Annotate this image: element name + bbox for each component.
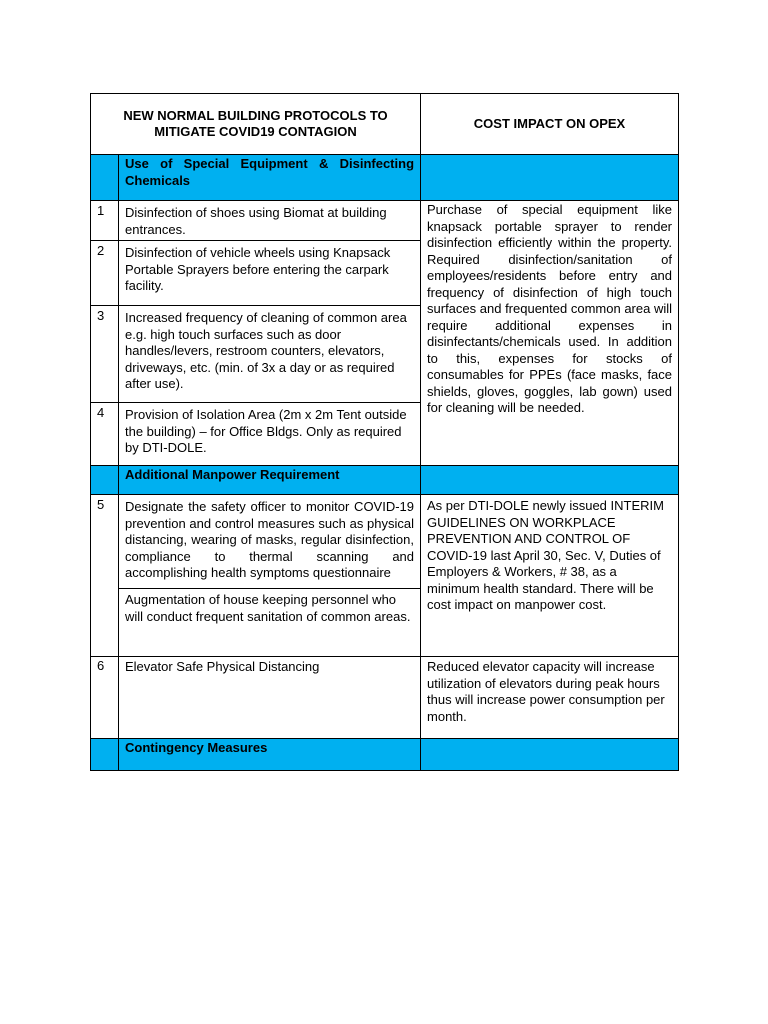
section-cost-cell [421, 466, 679, 495]
protocols-table [90, 93, 679, 771]
row-sub-description: Augmentation of house keeping personnel who will conduct frequent sanitation of common areas. [119, 588, 420, 627]
section-num-cell [91, 155, 119, 201]
row-number: 6 [91, 657, 119, 739]
row-description: Disinfection of shoes using Biomat at building entrances. [119, 201, 421, 241]
cost-header: COST IMPACT ON OPEX [421, 94, 679, 155]
row-description-cell [119, 495, 421, 657]
row-cost-impact: As per DTI-DOLE newly issued INTERIM GUIDELINES ON WORKPLACE PREVENTION AND CONTROL OF COVID-19 last April 30, Sec. V, Duties of Employers & Workers, # 38, as a minimum health standard. There will be cost impact on manpower cost. [421, 495, 679, 657]
row-number: 5 [91, 495, 119, 657]
table-row [91, 657, 679, 739]
section-cost-cell [421, 155, 679, 201]
row-description: Elevator Safe Physical Distancing [119, 657, 421, 739]
table-row [91, 495, 679, 657]
row-number: 3 [91, 306, 119, 403]
section-cost-cell [421, 739, 679, 771]
row-cost-impact: Purchase of special equipment like knapsack portable sprayer to render disinfection efficiently within the property. Required disinfection/sanitation of employees/residents before entry and frequency of disinfection of high touch surfaces and frequented common area will require additional expenses in disinfectants/chemicals used. In addition to this, expenses for stocks of consumables for PPEs (face masks, face shields, gloves, goggles, lab gown) used for cleaning will be needed. [421, 201, 679, 466]
row-number: 1 [91, 201, 119, 241]
protocols-header: NEW NORMAL BUILDING PROTOCOLS TO MITIGATE COVID19 CONTAGION [91, 94, 421, 155]
row-number: 2 [91, 241, 119, 306]
section-title: Use of Special Equipment & Disinfecting Chemicals [119, 155, 421, 201]
row-description: Designate the safety officer to monitor COVID-19 prevention and control measures such as physical distancing, wearing of masks, regular disinfection, compliance to thermal scanning and accomplishing health symptoms questionnaire [125, 499, 415, 580]
row-number: 4 [91, 403, 119, 466]
table-row [91, 201, 679, 241]
row-description: Increased frequency of cleaning of common area e.g. high touch surfaces such as door handles/levers, restroom counters, elevators, driveways, etc. (min. of 3x a day or as required after use). [119, 306, 421, 403]
section-row-special-equipment [91, 155, 679, 201]
section-num-cell [91, 466, 119, 495]
table-header-row [91, 94, 679, 155]
row-description: Disinfection of vehicle wheels using Knapsack Portable Sprayers before entering the carpark facility. [119, 241, 421, 306]
section-row-contingency [91, 739, 679, 771]
section-title: Contingency Measures [119, 739, 421, 771]
section-title: Additional Manpower Requirement [119, 466, 421, 495]
row-cost-impact: Reduced elevator capacity will increase utilization of elevators during peak hours thus will increase power consumption per month. [421, 657, 679, 739]
section-num-cell [91, 739, 119, 771]
row-description: Provision of Isolation Area (2m x 2m Tent outside the building) – for Office Bldgs. Only as required by DTI-DOLE. [119, 403, 421, 466]
section-row-manpower [91, 466, 679, 495]
